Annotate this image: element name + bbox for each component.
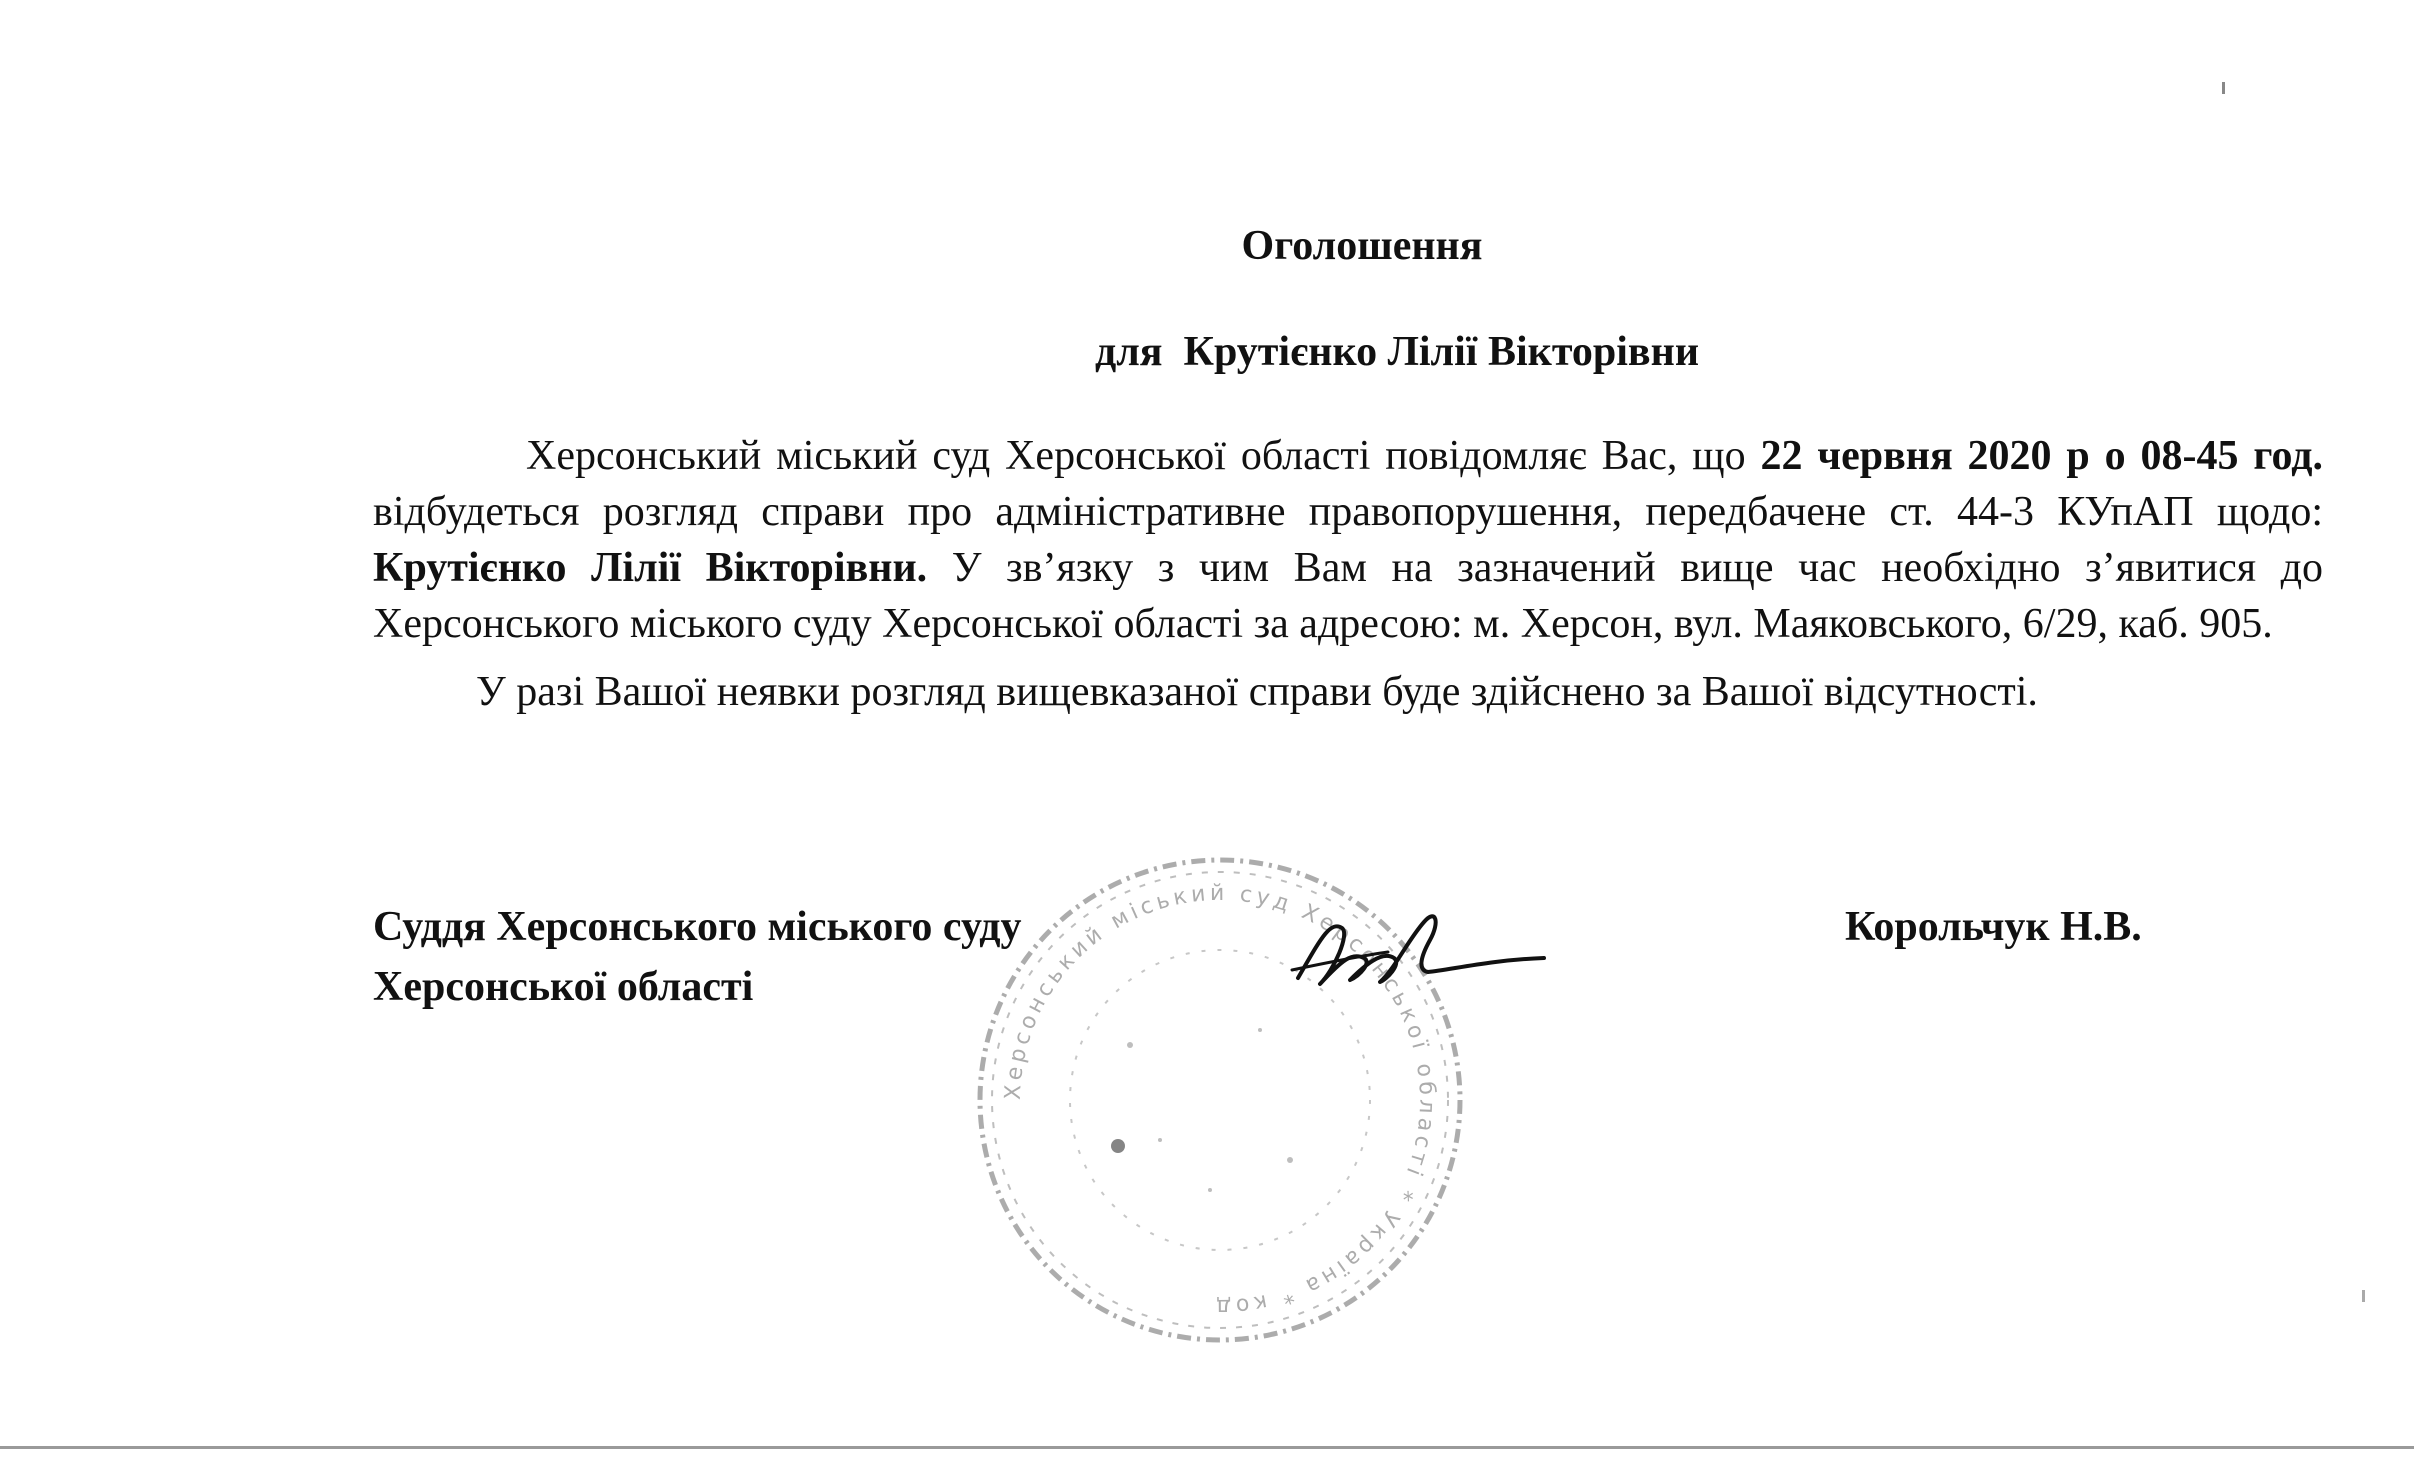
defendant-name: Крутієнко Лілії Вікторівни.	[373, 545, 928, 591]
recipient-line	[0, 324, 2414, 380]
seal-text: Херсонський міський суд Херсонської області * Україна * код	[1000, 880, 1440, 1320]
scan-mark	[2362, 1290, 2365, 1302]
scan-mark	[2222, 82, 2225, 94]
hearing-date-time: 22 червня 2020 р о 08-45 год.	[1760, 433, 2323, 479]
judge-position-line: Херсонської області	[373, 964, 754, 1010]
announcement-title: Оголошення	[1241, 223, 1483, 269]
judge-position	[373, 897, 1022, 1017]
paragraph-absence-warning: У разі Вашої неявки розгляд вищевказаної справи буде здійснено за Вашої відсутності.	[476, 669, 2038, 715]
paragraph-notice	[373, 428, 2323, 652]
recipient-name: Крутієнко Лілії Вікторівни	[1183, 329, 1700, 375]
announcement-body	[373, 428, 2323, 726]
judge-name: Корольчук Н.В.	[1845, 904, 2142, 950]
judge-signature	[1290, 900, 1550, 1010]
notice-text: Херсонський міський суд Херсонської області повідомляє Вас, що	[526, 433, 1761, 479]
notice-text: відбудеться розгляд справи про адміністративне правопорушення, передбачене ст. 44-3 КУпАП щодо:	[373, 489, 2323, 535]
recipient-prefix: для	[1094, 329, 1163, 375]
notice-text: У зв’язку з чим Вам на зазначений вище час необхідно з’явитися до Херсонського міського суду Херсонської області за адресою: м. Херсон, вул. Маяковського, 6/29, каб. 905.	[373, 545, 2324, 647]
page-bottom-edge	[0, 1446, 2414, 1449]
judge-position-line: Суддя Херсонського міського суду	[373, 904, 1022, 950]
